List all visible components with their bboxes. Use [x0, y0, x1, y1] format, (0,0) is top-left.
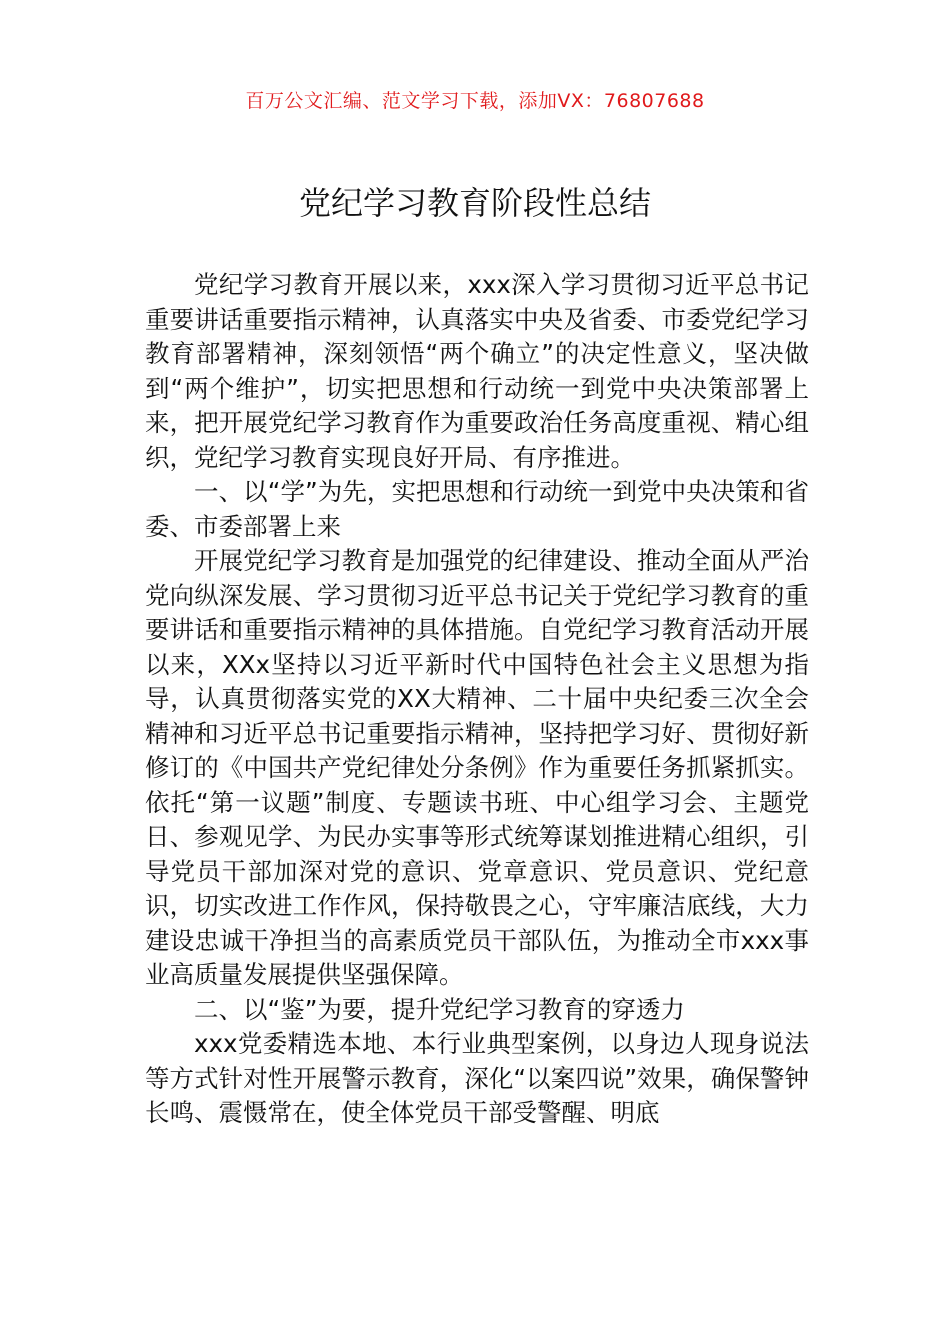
paragraph-intro: 党纪学习教育开展以来，xxx深入学习贯彻习近平总书记重要讲话重要指示精神，认真落实中央及省委、市委党纪学习教育部署精神，深刻领悟“两个确立”的决定性意义，坚决做到“两个维护”，切实把思想和行动统一到党中央决策部署上来，把开展党纪学习教育作为重要政治任务高度重视、精心组织，党纪学习教育实现良好开局、有序推进。	[145, 270, 809, 472]
section-heading-1: 一、以“学”为先，实把思想和行动统一到党中央决策和省委、市委部署上来	[145, 477, 809, 541]
document-body	[145, 268, 809, 1131]
section-heading-2: 二、以“鉴”为要，提升党纪学习教育的穿透力	[194, 994, 685, 1024]
paragraph-section-1: 开展党纪学习教育是加强党的纪律建设、推动全面从严治党向纵深发展、学习贯彻习近平总书记关于党纪学习教育的重要讲话和重要指示精神的具体措施。自党纪学习教育活动开展以来，XXx坚持以习近平新时代中国特色社会主义思想为指导，认真贯彻落实党的XX大精神、二十届中央纪委三次全会精神和习近平总书记重要指示精神，坚持把学习好、贯彻好新修订的《中国共产党纪律处分条例》作为重要任务抓紧抓实。依托“第一议题”制度、专题读书班、中心组学习会、主题党日、参观见学、为民办实事等形式统筹谋划推进精心组织，引导党员干部加深对党的意识、党章意识、党员意识、党纪意识，切实改进工作作风，保持敬畏之心，守牢廉洁底线，大力建设忠诚干净担当的高素质党员干部队伍，为推动全市xxx事业高质量发展提供坚强保障。	[145, 546, 809, 989]
document-title: 党纪学习教育阶段性总结	[298, 184, 651, 222]
paragraph-section-2: xxx党委精选本地、本行业典型案例，以身边人现身说法等方式针对性开展警示教育，深化“以案四说”效果，确保警钟长鸣、震慑常在，使全体党员干部受警醒、明底	[145, 1029, 809, 1127]
watermark-banner: 百万公文汇编、范文学习下载，添加VX：76807688	[245, 90, 705, 112]
